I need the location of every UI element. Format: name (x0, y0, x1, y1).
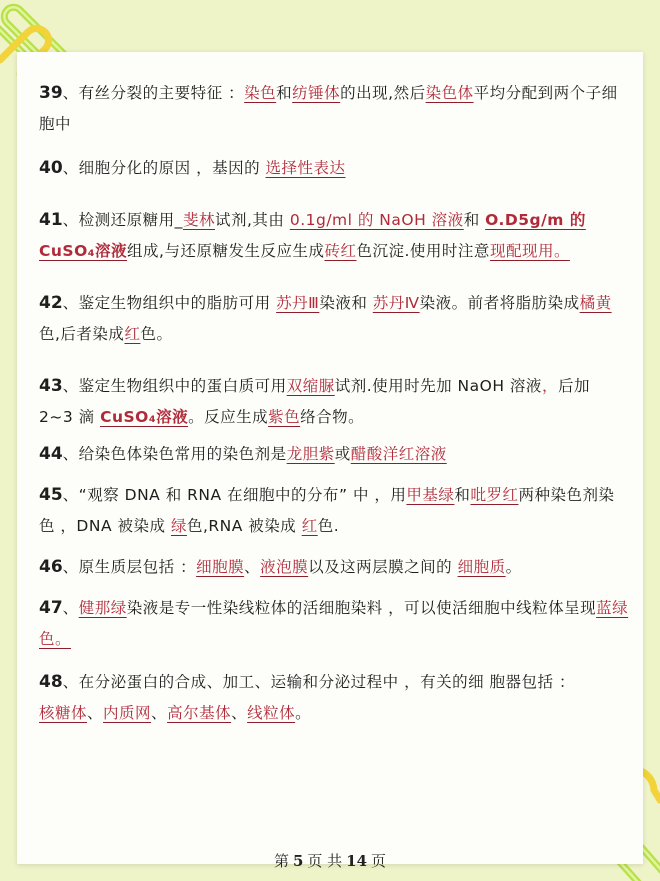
answer: 蓝绿色。 (39, 599, 629, 648)
item-text: 、检测还原糖用_ (62, 211, 183, 229)
item-text: 色,RNA 被染成 (186, 517, 297, 535)
answer: 核糖体 (39, 704, 88, 722)
item-number: 43 (39, 376, 63, 396)
item-text: 、在分泌蛋白的合成、加工、运输和分泌过程中 ，有关的细 胞器包括 ： (62, 673, 575, 691)
answer: 纺锤体 (292, 84, 341, 102)
document-page (17, 52, 643, 864)
item-text: 试剂.使用时先加 NaOH 溶液 (334, 377, 542, 395)
answer: 选择性表达 (265, 159, 346, 177)
total-pages: 14 (346, 852, 368, 870)
item-41 (39, 205, 629, 267)
item-47 (39, 593, 629, 655)
answer: 染色体 (425, 84, 474, 102)
answer: 甲基绿 (406, 486, 455, 504)
question-list (39, 78, 629, 729)
item-text: 两种染色剂染色 ，DNA 被染成 (39, 486, 615, 535)
item-number: 47 (39, 598, 63, 618)
item-text: 和 (463, 211, 480, 229)
item-number: 40 (39, 158, 63, 178)
item-text: 、细胞分化的原因 ，基因的 (62, 159, 261, 177)
footer-text: 页 共 (307, 852, 343, 870)
answer: 健那绿 (78, 599, 127, 617)
item-text: 平均分配到两个子细胞中 (39, 84, 618, 133)
answer: 吡罗红 (470, 486, 519, 504)
item-39 (39, 78, 629, 140)
answer: 斐林 (182, 211, 215, 229)
answer: 液泡膜 (260, 558, 309, 576)
item-number: 41 (39, 210, 63, 230)
item-text: 试剂,其由 (214, 211, 285, 229)
footer-text: 第 (273, 852, 289, 870)
item-43 (39, 371, 629, 433)
page-number: 5 (292, 852, 304, 870)
answer: 内质网 (103, 704, 152, 722)
answer: 砖红 (324, 242, 357, 260)
answer: 双缩脲 (286, 377, 335, 395)
item-text: 、有丝分裂的主要特征 ： (62, 84, 245, 102)
item-text: 、 (62, 599, 79, 617)
item-text: 以及这两层膜之间的 (308, 558, 453, 576)
item-number: 48 (39, 672, 63, 692)
item-text: 色. (317, 517, 340, 535)
item-48 (39, 667, 629, 729)
item-text: 和 (454, 486, 471, 504)
item-text: 、给染色体染色常用的染色剂是 (62, 445, 287, 463)
answer: 0.1g/ml 的 NaOH 溶液 (289, 211, 464, 229)
item-text: 。反应生成 (188, 408, 269, 426)
answer: ， (541, 377, 558, 395)
answer: 绿 (170, 517, 187, 535)
item-text: 、鉴定生物组织中的脂肪可用 (62, 294, 271, 312)
item-text: 和 (276, 84, 293, 102)
item-text: 色沉淀.使用时注意 (356, 242, 490, 260)
item-text: 络合物。 (300, 408, 365, 426)
footer-text: 页 (371, 852, 387, 870)
answer: 龙胆紫 (286, 445, 335, 463)
answer: O.D5g/m 的CuSO₄溶液 (39, 211, 586, 260)
item-text: 的出现,然后 (340, 84, 426, 102)
item-text: 、 (244, 558, 261, 576)
item-text: 、“观察 DNA 和 RNA 在细胞中的分布” 中 ，用 (62, 486, 407, 504)
item-text: 组成,与还原糖发生反应生成 (127, 242, 325, 260)
answer: 苏丹Ⅲ (276, 294, 320, 312)
item-number: 45 (39, 485, 63, 505)
item-text: 染液。前者将脂肪染成 (419, 294, 580, 312)
answer: 染色 (244, 84, 277, 102)
answer: 细胞质 (457, 558, 506, 576)
answer: 苏丹Ⅳ (372, 294, 420, 312)
item-46 (39, 552, 629, 583)
item-text: 色,后者染成 (39, 325, 125, 343)
item-text: 。 (295, 704, 312, 722)
item-45 (39, 480, 629, 542)
item-text: 、鉴定生物组织中的蛋白质可用 (62, 377, 287, 395)
item-number: 42 (39, 293, 63, 313)
item-number: 39 (39, 83, 63, 103)
item-text: 染液和 (319, 294, 368, 312)
answer: 高尔基体 (167, 704, 232, 722)
item-text: 、 (231, 704, 248, 722)
answer: 紫色 (268, 408, 301, 426)
item-text: 、原生质层包括 ： (62, 558, 197, 576)
page-footer (0, 850, 660, 871)
item-text: 色。 (140, 325, 173, 343)
item-number: 44 (39, 444, 63, 464)
answer: 红 (124, 325, 141, 343)
item-44 (39, 439, 629, 470)
answer: 橘黄 (579, 294, 612, 312)
answer: 细胞膜 (196, 558, 245, 576)
item-text: 。 (505, 558, 522, 576)
answer: CuSO₄溶液 (100, 408, 189, 426)
item-number: 46 (39, 557, 63, 577)
item-text: 或 (334, 445, 351, 463)
item-text: 后加 2~3 滴 (39, 377, 590, 426)
item-text: 、 (151, 704, 168, 722)
item-text: 染液是专一性染线粒体的活细胞染料 ，可以使活细胞中线粒体呈现 (126, 599, 597, 617)
item-text: 、 (87, 704, 104, 722)
item-42 (39, 288, 629, 350)
item-40 (39, 153, 629, 184)
answer: 红 (301, 517, 318, 535)
answer: 醋酸洋红溶液 (350, 445, 447, 463)
answer: 现配现用。 (489, 242, 570, 260)
answer: 线粒体 (247, 704, 296, 722)
